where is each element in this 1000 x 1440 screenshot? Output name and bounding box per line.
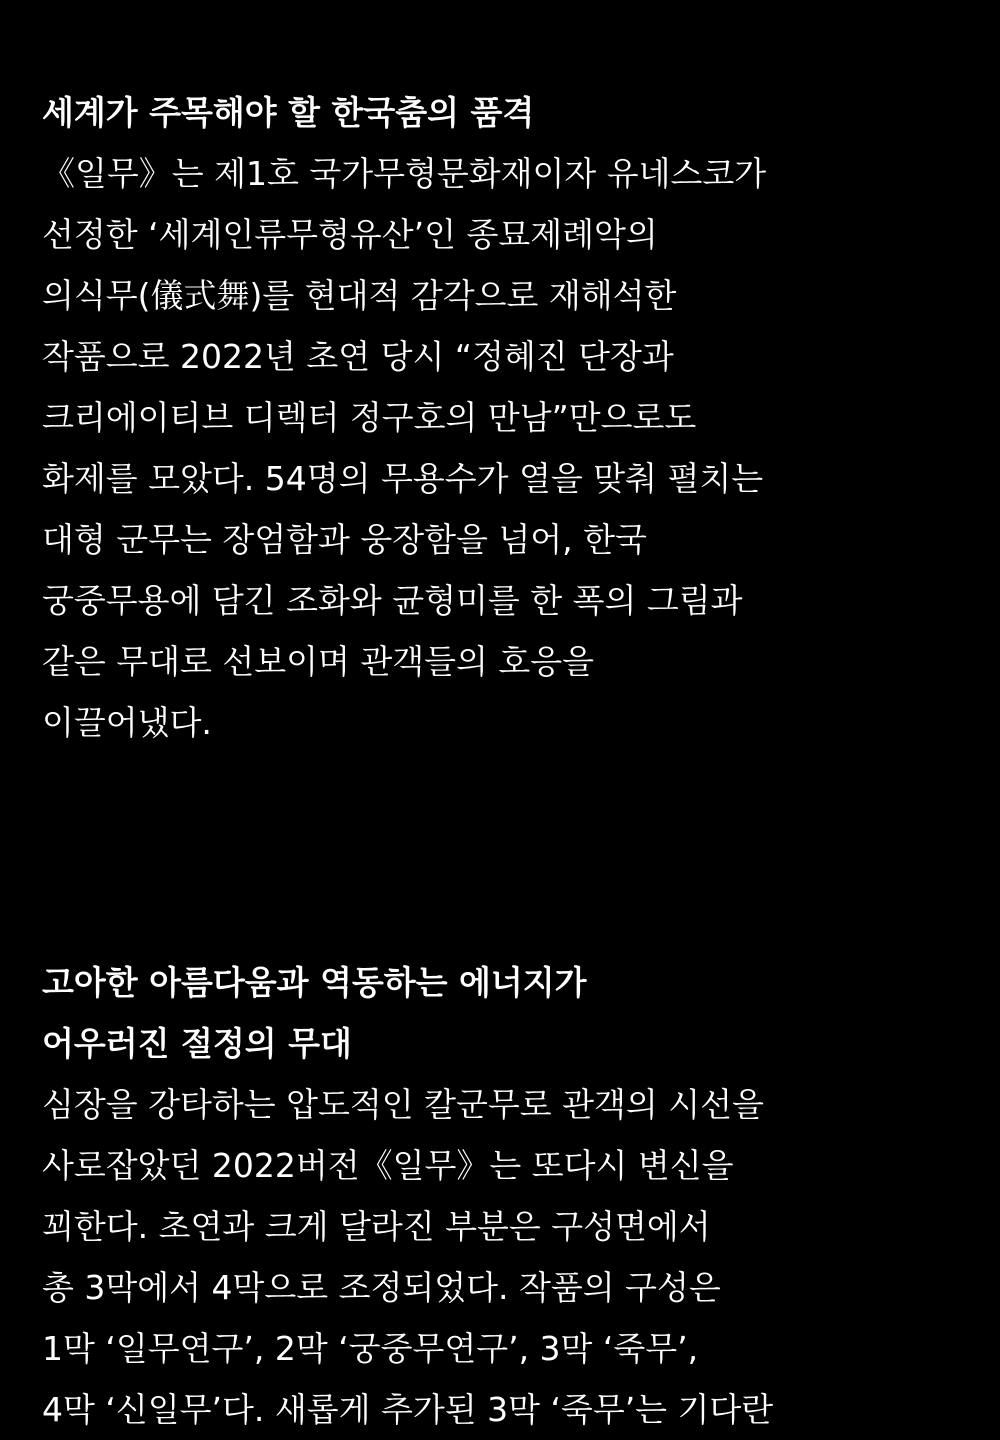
paragraph-line: 궁중무용에 담긴 조화와 균형미를 한 폭의 그림과 (42, 581, 743, 620)
paragraph-line: 크리에이티브 디렉터 정구호의 만남”만으로도 (42, 398, 697, 437)
section-climax-stage (42, 952, 982, 1440)
paragraph-line: 이끌어냈다. (42, 703, 212, 742)
paragraph-line: 심장을 강타하는 압도적인 칼군무로 관객의 시선을 (42, 1085, 764, 1124)
paragraph-line: 총 3막에서 4막으로 조정되었다. 작품의 구성은 (42, 1268, 721, 1307)
paragraph-line: 의식무(儀式舞)를 현대적 감각으로 재해석한 (42, 276, 677, 315)
paragraph-line: 대형 군무는 장엄함과 웅장함을 넘어, 한국 (42, 520, 647, 559)
section-world-attention (42, 82, 982, 753)
paragraph-line: 화제를 모았다. 54명의 무용수가 열을 맞춰 펼치는 (42, 459, 764, 498)
paragraph-line: 선정한 ‘세계인류무형유산’인 종묘제례악의 (42, 215, 658, 254)
paragraph-line: 같은 무대로 선보이며 관객들의 호응을 (42, 642, 595, 681)
paragraph-line: 1막 ‘일무연구’, 2막 ‘궁중무연구’, 3막 ‘죽무’, (42, 1329, 699, 1368)
paragraph-line: 사로잡았던 2022버전《일무》는 또다시 변신을 (42, 1146, 734, 1185)
paragraph-line: 4막 ‘신일무’다. 새롭게 추가된 3막 ‘죽무’는 기다란 (42, 1390, 774, 1429)
paragraph-line: 작품으로 2022년 초연 당시 “정혜진 단장과 (42, 337, 674, 376)
section-heading: 세계가 주목해야 할 한국춤의 품격 (42, 93, 535, 132)
paragraph-line: 《일무》는 제1호 국가무형문화재이자 유네스코가 (42, 154, 767, 193)
section-heading: 어우러진 절정의 무대 (42, 1024, 352, 1063)
paragraph-line: 꾀한다. 초연과 크게 달라진 부분은 구성면에서 (42, 1207, 711, 1246)
section-heading: 고아한 아름다움과 역동하는 에너지가 (42, 963, 587, 1002)
